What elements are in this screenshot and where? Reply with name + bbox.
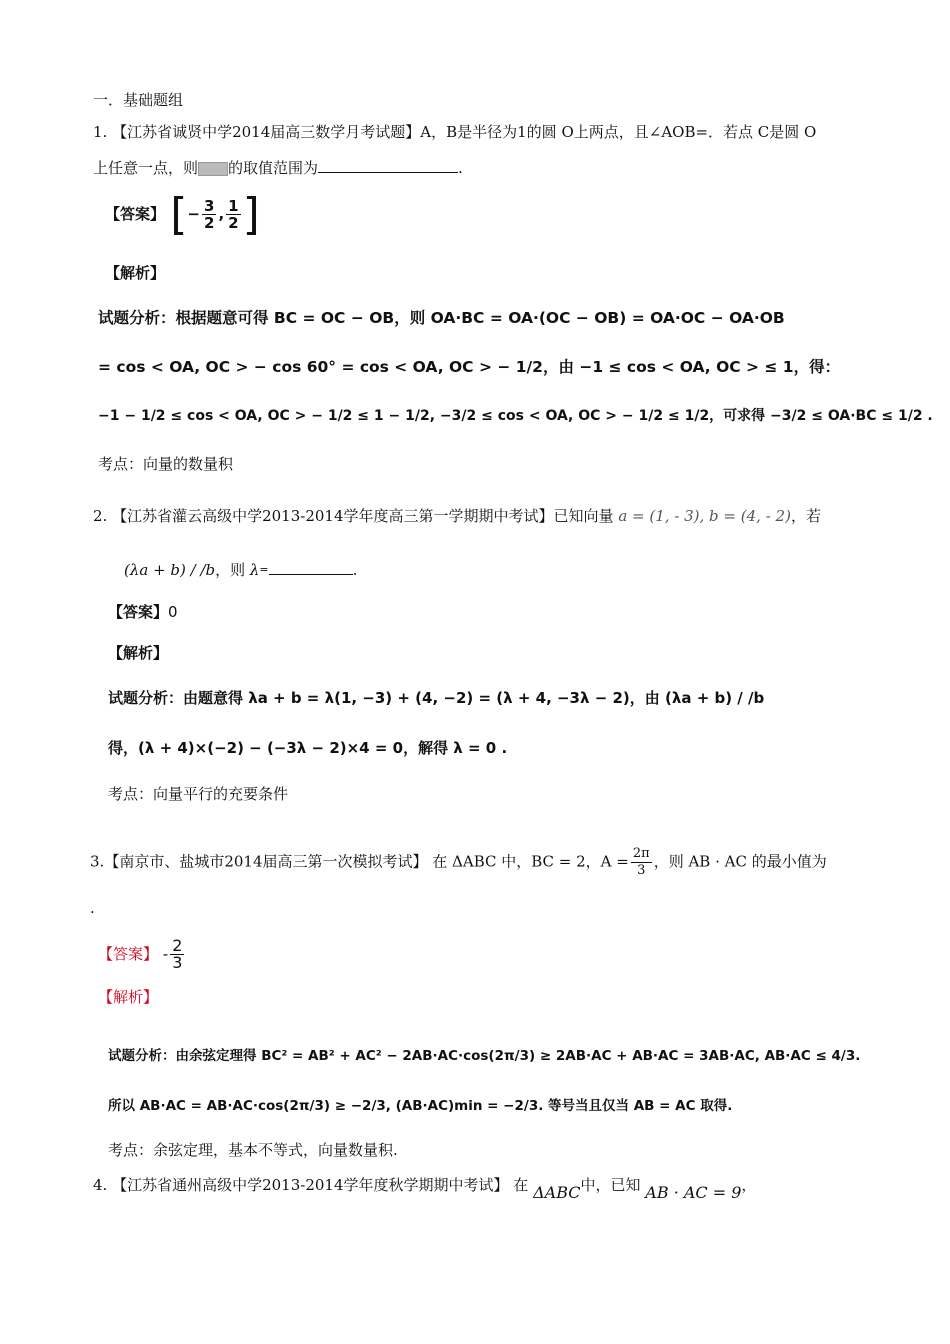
question-1-line-1 [93, 122, 816, 142]
question-number: 3. [90, 852, 105, 871]
analysis-line: 试题分析：根据题意可得 BC = OC − OB，则 OA·BC = OA·(OC − OB) = OA·OC − OA·OB [98, 309, 785, 327]
analysis-line: 试题分析：由余弦定理得 BC² = AB² + AC² − 2AB·AC·cos(2π/3) ≥ 2AB·AC + AB·AC = 3AB·AC, AB·AC ≤ 4/3. [108, 1048, 861, 1064]
question-text: 在 ΔABC 中，BC = 2，A = [432, 852, 629, 871]
knowledge-point: 考点：向量平行的充要条件 [108, 785, 289, 803]
question-number: 4. [93, 1176, 108, 1194]
question-source: 【江苏省通州高级中学2013-2014学年度秋学期期中考试】 [112, 1176, 509, 1194]
analysis-label: 【解析】 [105, 264, 166, 282]
question-text: 中，已知 [580, 1176, 641, 1194]
question-1-line-2 [93, 158, 463, 178]
question-text: ，则 [215, 561, 246, 579]
answer-label: 【答案】 [108, 603, 169, 621]
answer-value: 0 [168, 603, 178, 621]
question-text: . [458, 159, 463, 177]
analysis-line: −1 − 1/2 ≤ cos < OA, OC > − 1/2 ≤ 1 − 1/2, −3/2 ≤ cos < OA, OC > − 1/2 ≤ 1/2，可求得 −3/2 ≤ OA·BC ≤ 1/2 . [98, 408, 933, 424]
answer-2 [108, 602, 178, 622]
answer-label: 【答案】 [105, 205, 166, 223]
analysis-line: 得，(λ + 4)×(−2) − (−3λ − 2)×4 = 0，解得 λ = 0 . [108, 739, 508, 757]
question-number: 1. [93, 123, 108, 141]
question-text: A，B是半径为1的圆 O上两点，且∠AOB=．若点 C是圆 O [420, 123, 817, 141]
question-2-line-2 [124, 560, 357, 580]
question-text: 上任意一点，则 [93, 159, 199, 177]
dot-product-expression: AB · AC = 9 [645, 1183, 742, 1202]
left-bracket: [ [170, 188, 188, 240]
question-3-line-1 [90, 846, 827, 879]
analysis-line: 所以 AB·AC = AB·AC·cos(2π/3) ≥ −2/3, (AB·AC)min = −2/3. 等号当且仅当 AB = AC 取得. [108, 1098, 733, 1114]
analysis-label: 【解析】 [108, 644, 169, 662]
vector-values: a = (1, - 3), b = (4, - 2) [618, 507, 791, 525]
knowledge-point: 考点：余弦定理，基本不等式，向量数量积. [108, 1141, 398, 1159]
question-text: . [352, 561, 358, 579]
parallel-condition: (λa + b) / /b [124, 561, 216, 579]
analysis-line: = cos < OA, OC > − cos 60° = cos < OA, OC > − 1/2，由 −1 ≤ cos < OA, OC > ≤ 1，得： [98, 358, 841, 376]
answer-label: 【答案】 [98, 945, 159, 963]
answer-3 [98, 934, 186, 978]
answer-fraction: $\frac{1}{2}$ [228, 197, 239, 232]
question-number: 2. [93, 507, 108, 525]
answer-sign: - [162, 945, 169, 963]
analysis-line: 试题分析：由题意得 λa + b = λ(1, −3) + (4, −2) = (λ + 4, −3λ − 2)，由 (λa + b) / /b [108, 689, 765, 707]
angle-fraction: $\frac{2\pi}{3}$ [632, 846, 650, 878]
question-4-line-1 [93, 1175, 757, 1202]
triangle-label: ΔABC [533, 1183, 581, 1202]
question-source: 【南京市、盐城市2014届高三第一次模拟考试】 [104, 852, 428, 871]
question-text: 已知向量 [553, 507, 614, 525]
answer-blank [269, 560, 353, 575]
question-text: 的取值范围为 [228, 159, 319, 177]
answer-1: 【答案】 [− $\frac{3}{2}$ , $\frac{1}{2}$ ] [105, 188, 260, 240]
section-title: 一．基础题组 [93, 91, 184, 109]
question-3-dot: . [90, 899, 95, 917]
answer-blank [318, 158, 458, 173]
question-2-line-1 [93, 506, 821, 526]
answer-fraction: $\frac{2}{3}$ [172, 936, 183, 972]
question-text: ，若 [790, 507, 821, 525]
question-source: 【江苏省灌云高级中学2013-2014学年度高三第一学期期中考试】 [112, 507, 554, 525]
broken-image-icon [198, 162, 228, 176]
knowledge-point: 考点：向量的数量积 [98, 455, 234, 473]
lambda-symbol: λ [249, 561, 260, 579]
question-source: 【江苏省诚贤中学2014届高三数学月考试题】 [112, 123, 421, 141]
analysis-label: 【解析】 [98, 988, 159, 1006]
question-text: ， [741, 1176, 757, 1194]
answer-fraction: $\frac{3}{2}$ [204, 197, 215, 232]
question-text: 在 [513, 1176, 529, 1194]
right-bracket: ] [242, 188, 260, 240]
equals-sign: = [259, 563, 269, 576]
question-text: ，则 AB · AC 的最小值为 [653, 852, 827, 871]
